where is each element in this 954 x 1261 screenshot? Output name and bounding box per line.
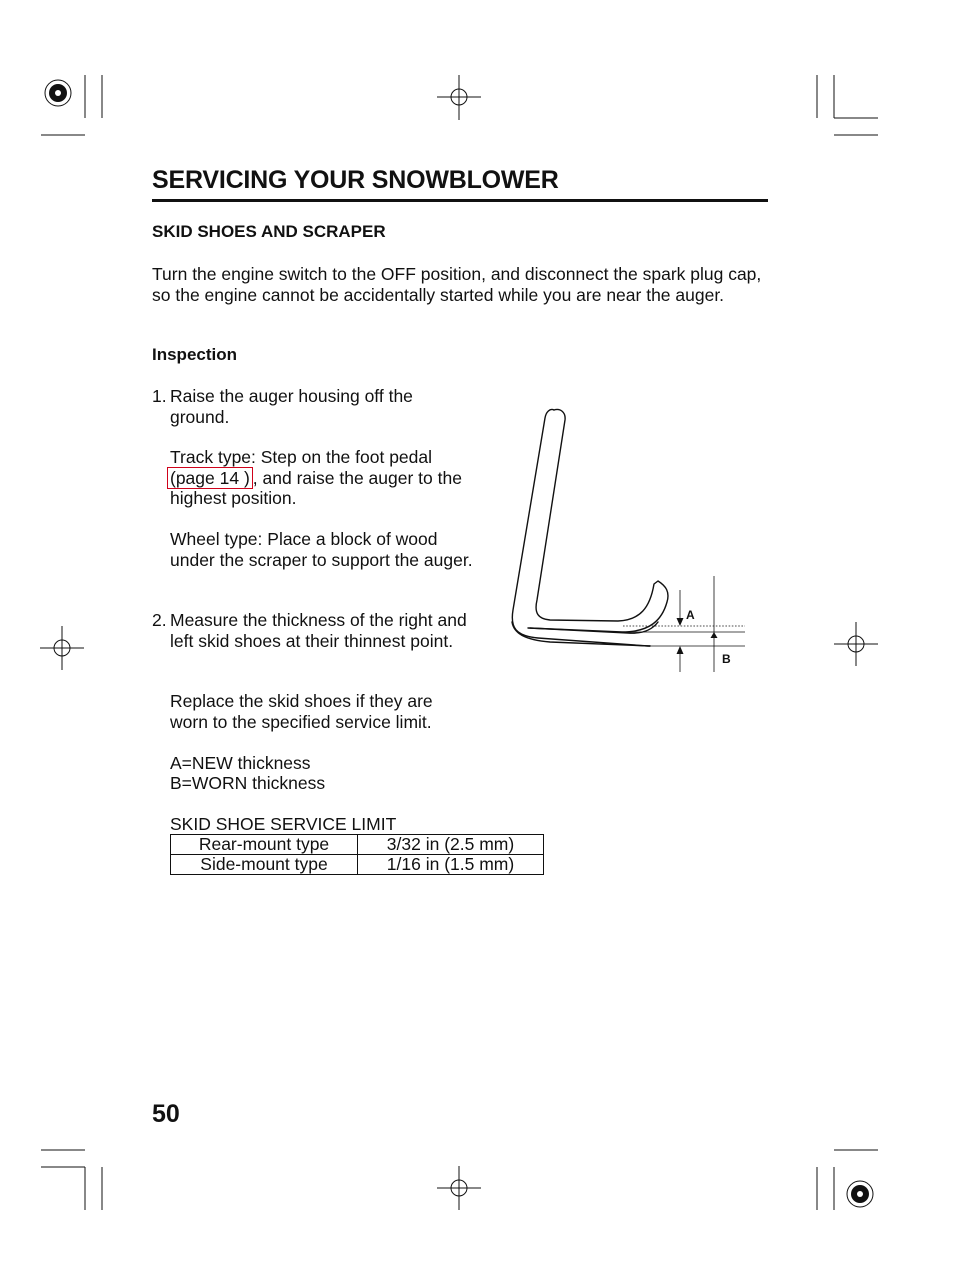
page-14-link[interactable]: (page 14 ) (167, 467, 253, 489)
table-cell-value: 1/16 in (1.5 mm) (358, 855, 544, 875)
track-type-suffix: , and raise the auger to the highest position. (170, 467, 462, 508)
registration-sunburst-icon (847, 1181, 873, 1207)
table-row (171, 835, 544, 855)
skid-shoe-diagram (500, 400, 760, 680)
dimension-b-arrow (677, 632, 718, 672)
table-cell-type: Side-mount type (171, 855, 358, 875)
legend-a: A=NEW thickness (170, 753, 311, 773)
dimension-label-b: B (722, 652, 731, 666)
legend-b: B=WORN thickness (170, 773, 326, 793)
section-heading: SKID SHOES AND SCRAPER (152, 222, 386, 241)
registration-sunburst-icon (45, 80, 71, 106)
step-number: 2. (152, 610, 167, 630)
table-cell-value: 3/32 in (2.5 mm) (358, 835, 544, 855)
inspection-heading: Inspection (152, 345, 238, 364)
intro-paragraph: Turn the engine switch to the OFF position, and disconnect the spark plug cap, so the engine cannot be accidentally started while you are near the auger. (152, 264, 762, 305)
table-cell-type: Rear-mount type (171, 835, 358, 855)
page-number: 50 (152, 1100, 180, 1128)
service-limit-table (170, 834, 544, 875)
step-2-text: Measure the thickness of the right and left skid shoes at their thinnest point. (170, 610, 467, 651)
page-title: SERVICING YOUR SNOWBLOWER (152, 166, 559, 194)
table-row (171, 855, 544, 875)
track-type-prefix: Track type: Step on the foot pedal (170, 447, 433, 467)
dimension-label-a: A (686, 608, 695, 622)
step-1-text: Raise the auger housing off the ground. (170, 386, 413, 427)
table-caption: SKID SHOE SERVICE LIMIT (170, 814, 397, 834)
replace-instruction: Replace the skid shoes if they are worn to the specified service limit. (170, 691, 433, 732)
wheel-type-instruction: Wheel type: Place a block of wood under the scraper to support the auger. (170, 529, 473, 570)
track-type-instruction (170, 447, 475, 509)
dimension-a-arrow (677, 590, 684, 626)
step-number: 1. (152, 386, 167, 406)
title-rule (152, 199, 768, 202)
